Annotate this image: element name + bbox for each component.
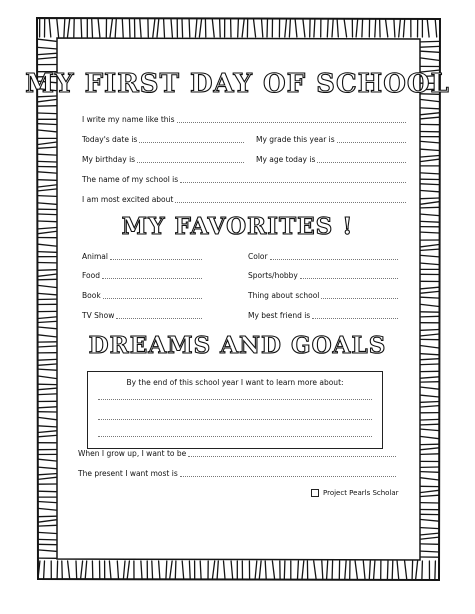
grade-field[interactable] xyxy=(256,135,406,144)
age-line xyxy=(317,155,406,163)
age-label: My age today is xyxy=(256,155,316,164)
sport-field[interactable] xyxy=(248,271,398,280)
name-field[interactable] xyxy=(82,115,406,124)
credit-square-icon xyxy=(311,489,319,497)
excited-field[interactable] xyxy=(82,195,406,204)
animal-label: Animal xyxy=(82,252,108,261)
thing-line xyxy=(321,291,398,299)
present-label: The present I want most is xyxy=(78,469,178,478)
animal-field[interactable] xyxy=(82,252,202,261)
learn-line xyxy=(98,419,372,420)
page-title: MY FIRST DAY OF SCHOOL xyxy=(25,69,450,99)
age-field[interactable] xyxy=(256,155,406,164)
sport-label: Sports/hobby xyxy=(248,271,298,280)
excited-label: I am most excited about xyxy=(82,195,174,204)
thing-label: Thing about school xyxy=(248,291,320,300)
present-line xyxy=(180,469,396,477)
book-line xyxy=(103,291,202,299)
learn-line xyxy=(98,436,372,437)
grow-up-field[interactable] xyxy=(78,449,396,458)
grade-line xyxy=(337,135,406,143)
food-label: Food xyxy=(82,271,100,280)
credit-text: Project Pearls Scholar xyxy=(323,489,399,497)
birthday-label: My birthday is xyxy=(82,155,136,164)
learn-prompt: By the end of this school year I want to learn more about: xyxy=(126,378,344,387)
grow-up-line xyxy=(188,449,396,457)
thing-field[interactable] xyxy=(248,291,398,300)
school-line xyxy=(180,175,406,183)
learn-line xyxy=(98,399,372,400)
present-field[interactable] xyxy=(78,469,396,478)
friend-field[interactable] xyxy=(248,311,398,320)
sport-line xyxy=(300,271,398,279)
book-field[interactable] xyxy=(82,291,202,300)
name-label: I write my name like this xyxy=(82,115,175,124)
birthday-field[interactable] xyxy=(82,155,244,164)
color-line xyxy=(270,252,398,260)
friend-line xyxy=(312,311,398,319)
food-line xyxy=(102,271,202,279)
school-label: The name of my school is xyxy=(82,175,179,184)
dreams-title: DREAMS AND GOALS xyxy=(88,332,387,359)
color-label: Color xyxy=(248,252,268,261)
learn-box[interactable] xyxy=(87,371,383,449)
color-field[interactable] xyxy=(248,252,398,261)
book-label: Book xyxy=(82,291,101,300)
tv-line xyxy=(116,311,202,319)
friend-label: My best friend is xyxy=(248,311,311,320)
excited-line xyxy=(175,195,406,203)
date-line xyxy=(139,135,244,143)
credit-line xyxy=(311,489,399,497)
birthday-line xyxy=(137,155,244,163)
school-field[interactable] xyxy=(82,175,406,184)
tv-field[interactable] xyxy=(82,311,202,320)
animal-line xyxy=(110,252,202,260)
date-field[interactable] xyxy=(82,135,244,144)
food-field[interactable] xyxy=(82,271,202,280)
grade-label: My grade this year is xyxy=(256,135,335,144)
grow-up-label: When I grow up, I want to be xyxy=(78,449,187,458)
name-line xyxy=(177,115,406,123)
tv-label: TV Show xyxy=(82,311,115,320)
date-label: Today's date is xyxy=(82,135,138,144)
favorites-title: MY FAVORITES ! xyxy=(121,213,354,240)
